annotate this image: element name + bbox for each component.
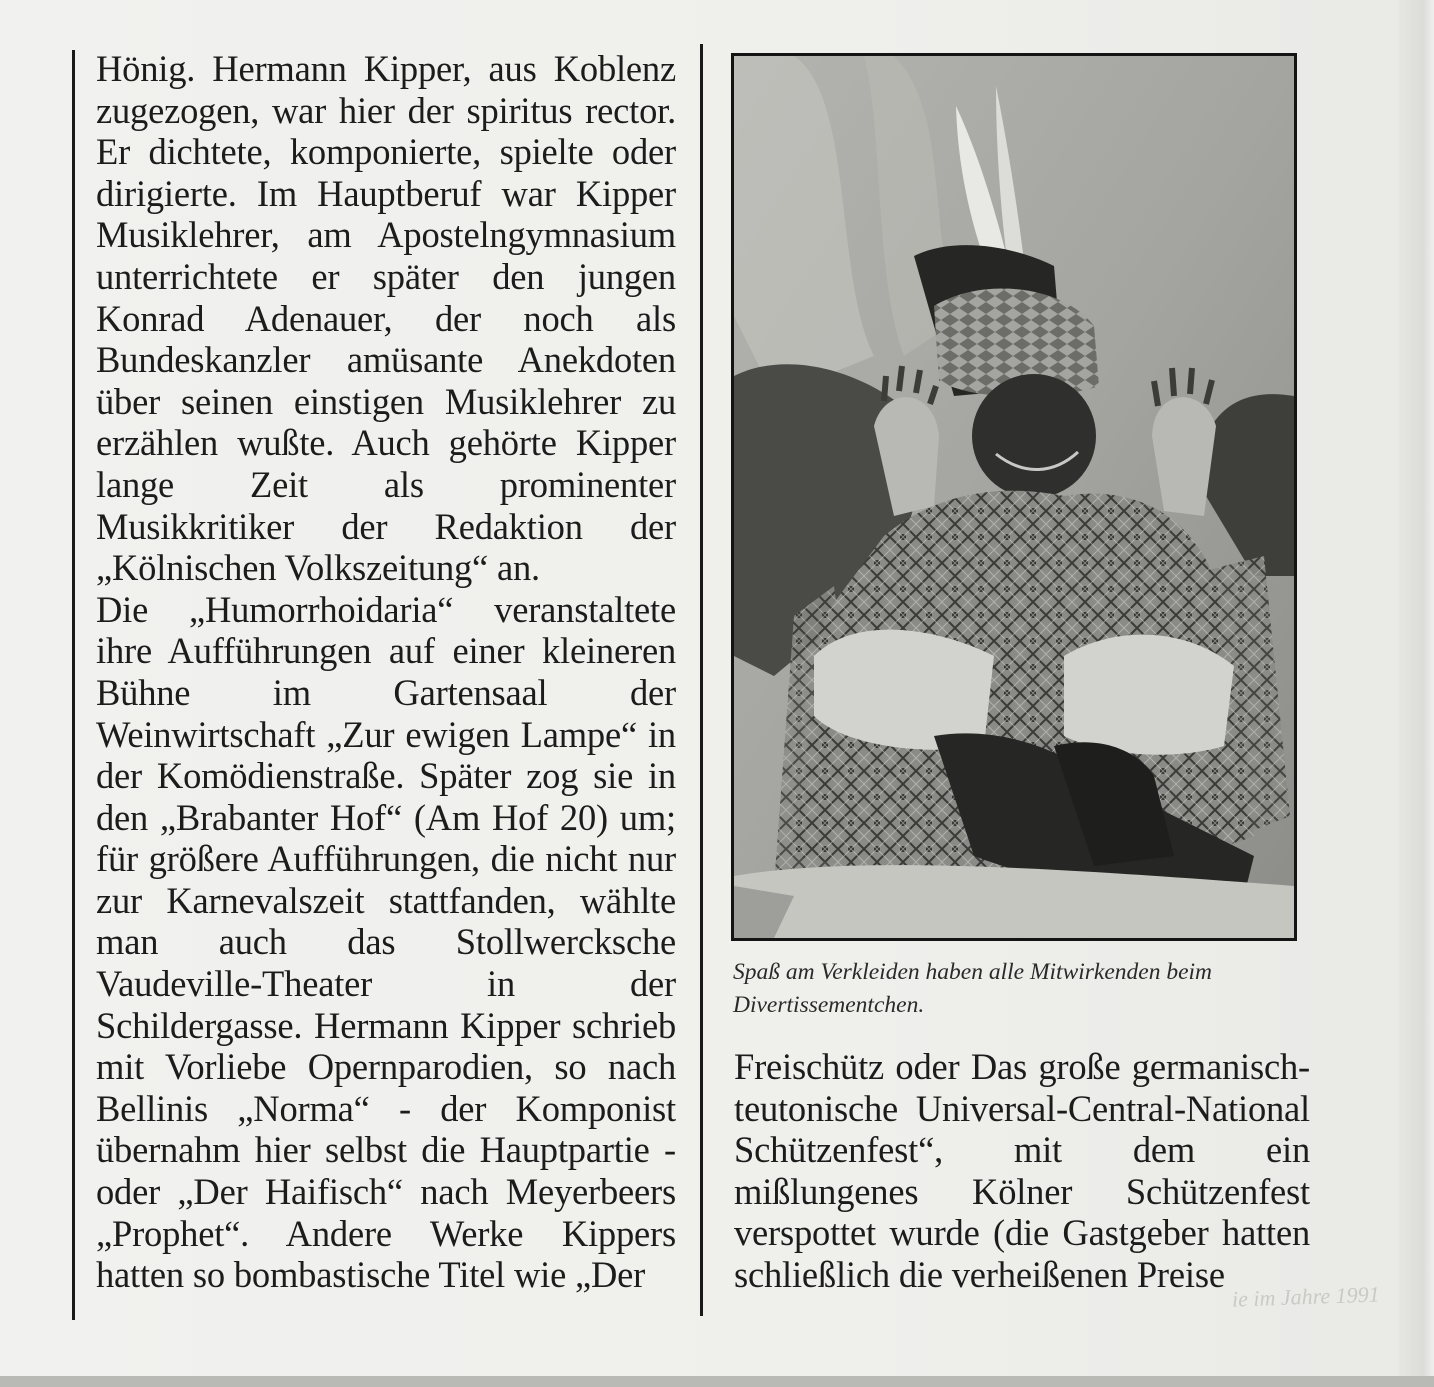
photo-caption: Spaß am Verkleiden haben alle Mitwirkenden beim Divertissementchen. <box>733 959 1213 1018</box>
page-gutter-edge <box>1398 0 1434 1376</box>
page-bottom-edge <box>0 1376 1434 1387</box>
middle-column-rule <box>700 44 703 1316</box>
costume-photo-illustration <box>734 56 1294 938</box>
show-through-text: ie im Jahre 1991 <box>1231 1281 1381 1312</box>
left-text-column <box>96 48 676 1296</box>
right-text-column <box>734 1046 1310 1296</box>
paragraph-humorrhoidaria: Die „Humorrhoidaria“ veranstaltete ihre Aufführungen auf einer kleineren Bühne im Gartensaal der Weinwirtschaft „Zur ewigen Lampe“ in der Komödienstraße. Später zog sie in den „Brabanter Hof“ (Am Hof 20) um; für größere Aufführungen, die nicht nur zur Karnevalszeit stattfanden, wählte man auch das Stollwercksche Vaudeville-Theater in der Schildergasse. Hermann Kipper schrieb mit Vorliebe Opernparodien, so nach Bellinis „Norma“ - der Komponist übernahm hier selbst die Hauptpartie - oder „Der Haifisch“ nach Meyerbeers „Prophet“. Andere Werke Kippers hatten so bombastische Titel wie „Der <box>96 588 676 1296</box>
paragraph-kipper-bio: Hönig. Hermann Kipper, aus Koblenz zugezogen, war hier der spiritus rector. Er dichtete, komponierte, spielte oder dirigierte. Im Hauptberuf war Kipper Musiklehrer, am Apostelngymnasium unterrichtete er später den jungen Konrad Adenauer, der noch als Bundeskanzler amüsante Anekdoten über seinen einstigen Musiklehrer zu erzählen wußte. Auch gehörte Kipper lange Zeit als prominenter Musikkritiker der Redaktion der „Kölnischen Volkszeitung“ an. <box>96 48 676 589</box>
left-column-rule <box>72 50 75 1320</box>
paragraph-freischuetz: Freischütz oder Das große germanisch-teutonische Universal-Central-National Schützenfest“, mit dem ein mißlungenes Kölner Schützenfest verspottet wurde (die Gastgeber hatten schließlich die verheißenen Preise <box>734 1046 1310 1295</box>
costume-photo <box>731 53 1297 941</box>
